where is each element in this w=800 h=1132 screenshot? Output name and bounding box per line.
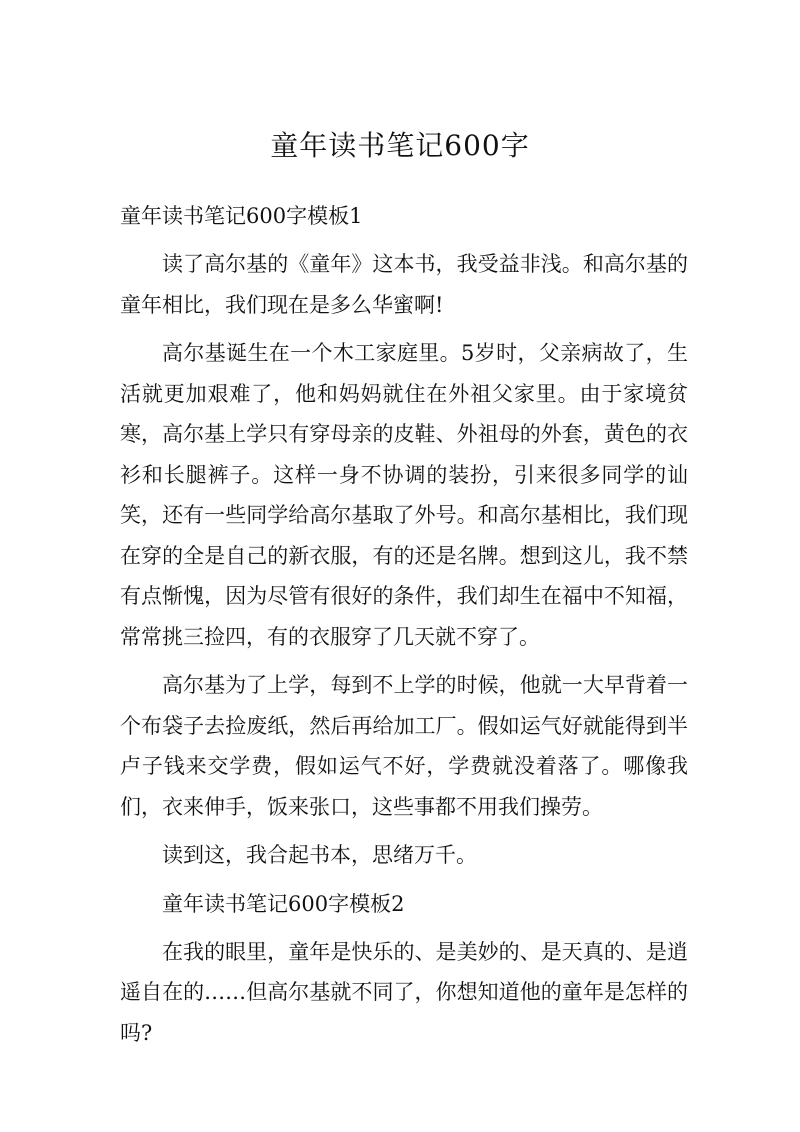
paragraph: 高尔基诞生在一个木工家庭里。5岁时，父亲病故了，生活就更加艰难了，他和妈妈就住在外祖父家里。由于家境贫寒，高尔基上学只有穿母亲的皮鞋、外祖母的外套，黄色的衣衫和长腿裤子。这样一身不协调的装扮，引来很多同学的讪笑，还有一些同学给高尔基取了外号。和高尔基相比，我们现在穿的全是自己的新衣服，有的还是名牌。想到这儿，我不禁有点惭愧，因为尽管有很好的条件，我们却生在福中不知福，常常挑三捡四，有的衣服穿了几天就不穿了。 (120, 341, 688, 649)
document-title: 童年读书笔记600字 (270, 129, 530, 162)
paragraph: 高尔基为了上学，每到不上学的时候，他就一大早背着一个布袋子去捡废纸，然后再给加工厂。假如运气好就能得到半卢子钱来交学费，假如运气不好，学费就没着落了。哪像我们，衣来伸手，饭来张口，这些事都不用我们操劳。 (120, 673, 688, 819)
paragraph: 在我的眼里，童年是快乐的、是美妙的、是天真的、是逍遥自在的……但高尔基就不同了，你想知道他的童年是怎样的吗? (120, 939, 688, 1045)
document-body (120, 196, 688, 1061)
section-heading-2: 童年读书笔记600字模板2 (162, 891, 405, 916)
paragraph: 读到这，我合起书本，思绪万千。 (162, 843, 477, 867)
section-heading-1: 童年读书笔记600字模板1 (120, 204, 363, 228)
paragraph: 读了高尔基的《童年》这本书，我受益非浅。和高尔基的童年相比，我们现在是多么华蜜啊! (120, 252, 688, 317)
